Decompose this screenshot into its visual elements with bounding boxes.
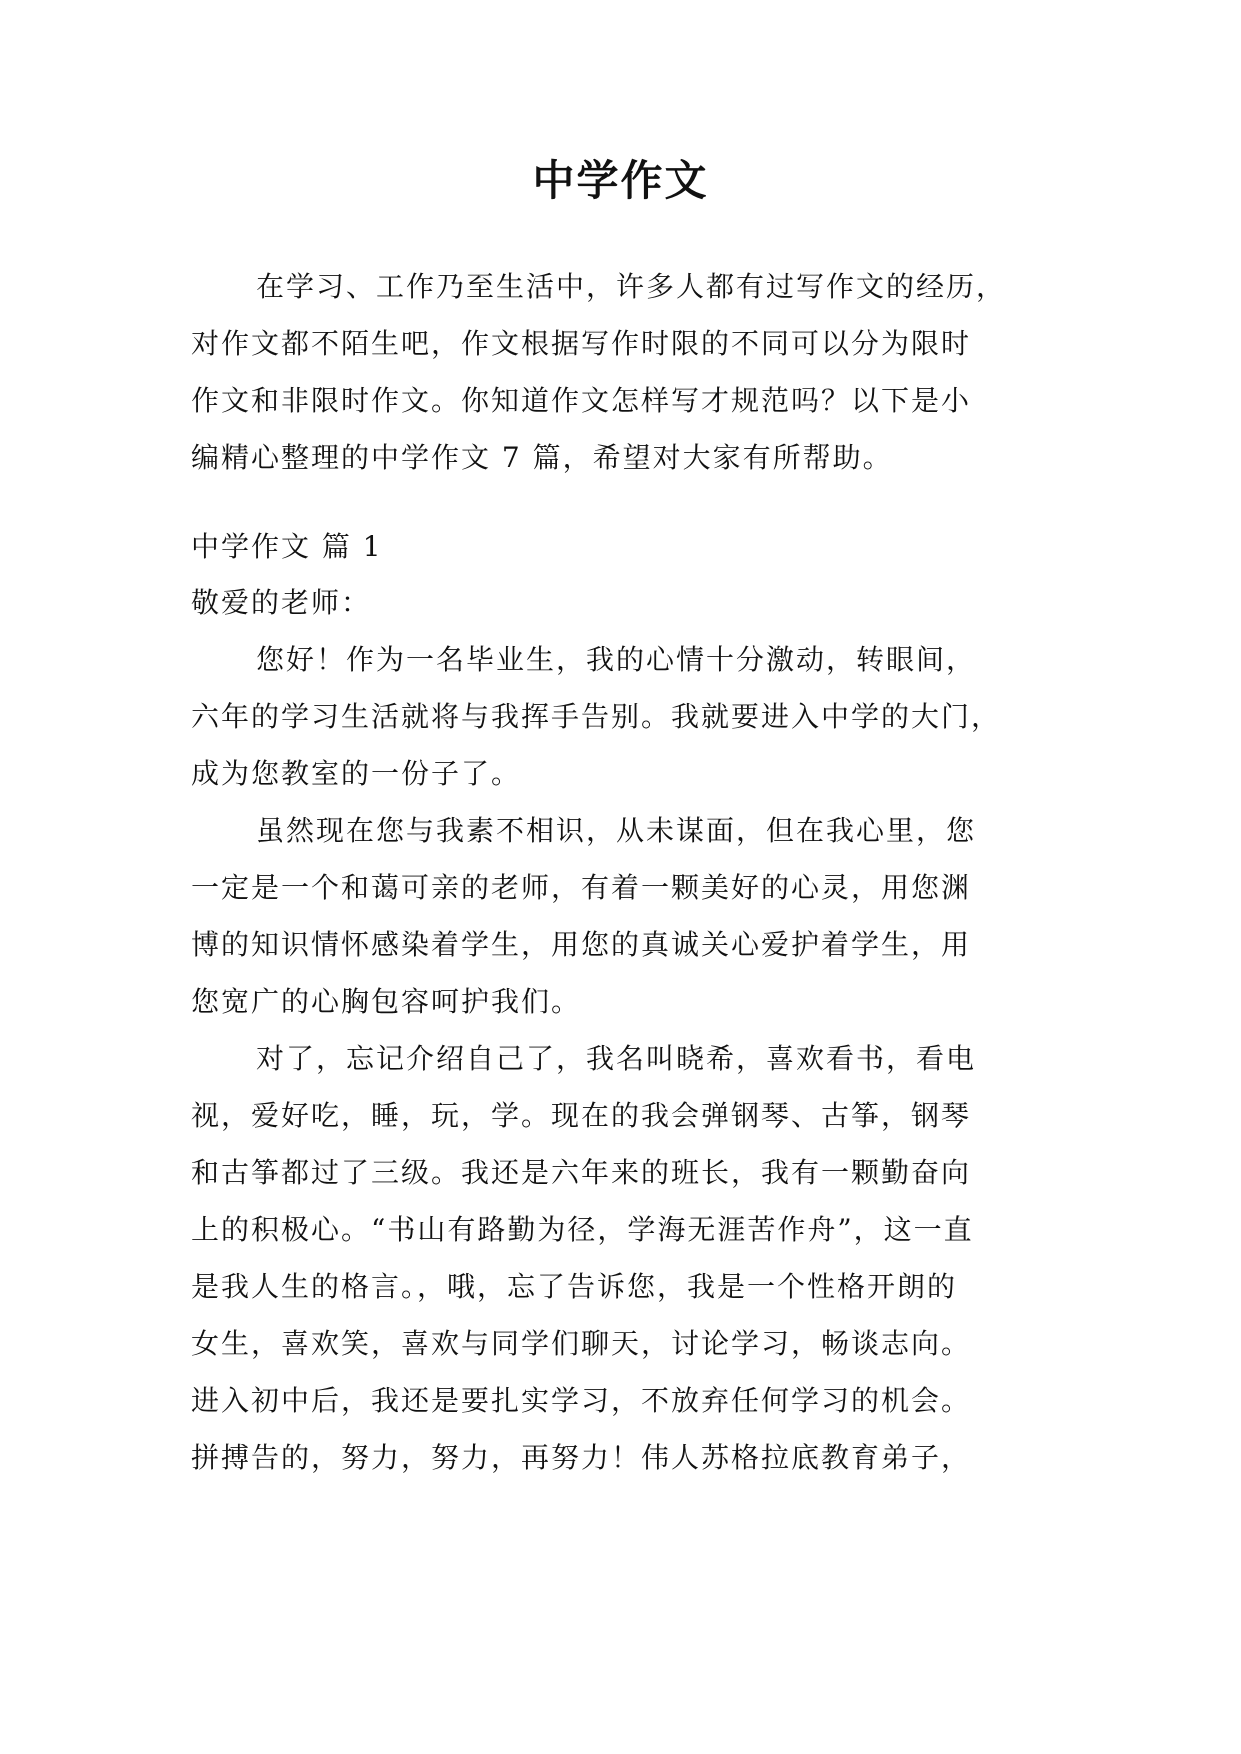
intro-line: 编精心整理的中学作文 7 篇，希望对大家有所帮助。 (191, 441, 893, 474)
body-line: 女生，喜欢笑，喜欢与同学们聊天，讨论学习，畅谈志向。 (191, 1327, 972, 1360)
intro-line: 对作文都不陌生吧，作文根据写作时限的不同可以分为限时 (191, 327, 972, 360)
body-line: 视，爱好吃，睡，玩，学。现在的我会弹钢琴、古筝，钢琴 (191, 1099, 972, 1132)
section-heading: 中学作文 篇 1 (191, 530, 383, 563)
body-line: 虽然现在您与我素不相识，从未谋面，但在我心里，您 (256, 814, 977, 847)
document-title: 中学作文 (532, 156, 709, 205)
body-line: 您好！作为一名毕业生，我的心情十分激动，转眼间， (256, 643, 977, 676)
body-line: 您宽广的心胸包容呵护我们。 (191, 985, 582, 1018)
body-line: 是我人生的格言。，哦，忘了告诉您，我是一个性格开朗的 (191, 1270, 958, 1303)
body-line: 进入初中后，我还是要扎实学习，不放弃任何学习的机会。 (191, 1384, 972, 1417)
body-line: 对了，忘记介绍自己了，我名叫晓希，喜欢看书，看电 (256, 1042, 977, 1075)
body-line: 拼搏告的，努力，努力，再努力！伟人苏格拉底教育弟子， (191, 1441, 972, 1474)
salutation: 敬爱的老师： (191, 586, 372, 619)
intro-line: 在学习、工作乃至生活中，许多人都有过写作文的经历， (256, 270, 1007, 303)
body-line: 成为您教室的一份子了。 (191, 757, 522, 790)
body-line: 和古筝都过了三级。我还是六年来的班长，我有一颗勤奋向 (191, 1156, 972, 1189)
body-line: 博的知识情怀感染着学生，用您的真诚关心爱护着学生，用 (191, 928, 972, 961)
intro-line: 作文和非限时作文。你知道作文怎样写才规范吗？以下是小 (191, 384, 972, 417)
body-line: 上的积极心。“书山有路勤为径，学海无涯苦作舟”，这一直 (191, 1213, 974, 1246)
body-line: 一定是一个和蔼可亲的老师，有着一颗美好的心灵，用您渊 (191, 871, 972, 904)
body-line: 六年的学习生活就将与我挥手告别。我就要进入中学的大门， (191, 700, 1002, 733)
